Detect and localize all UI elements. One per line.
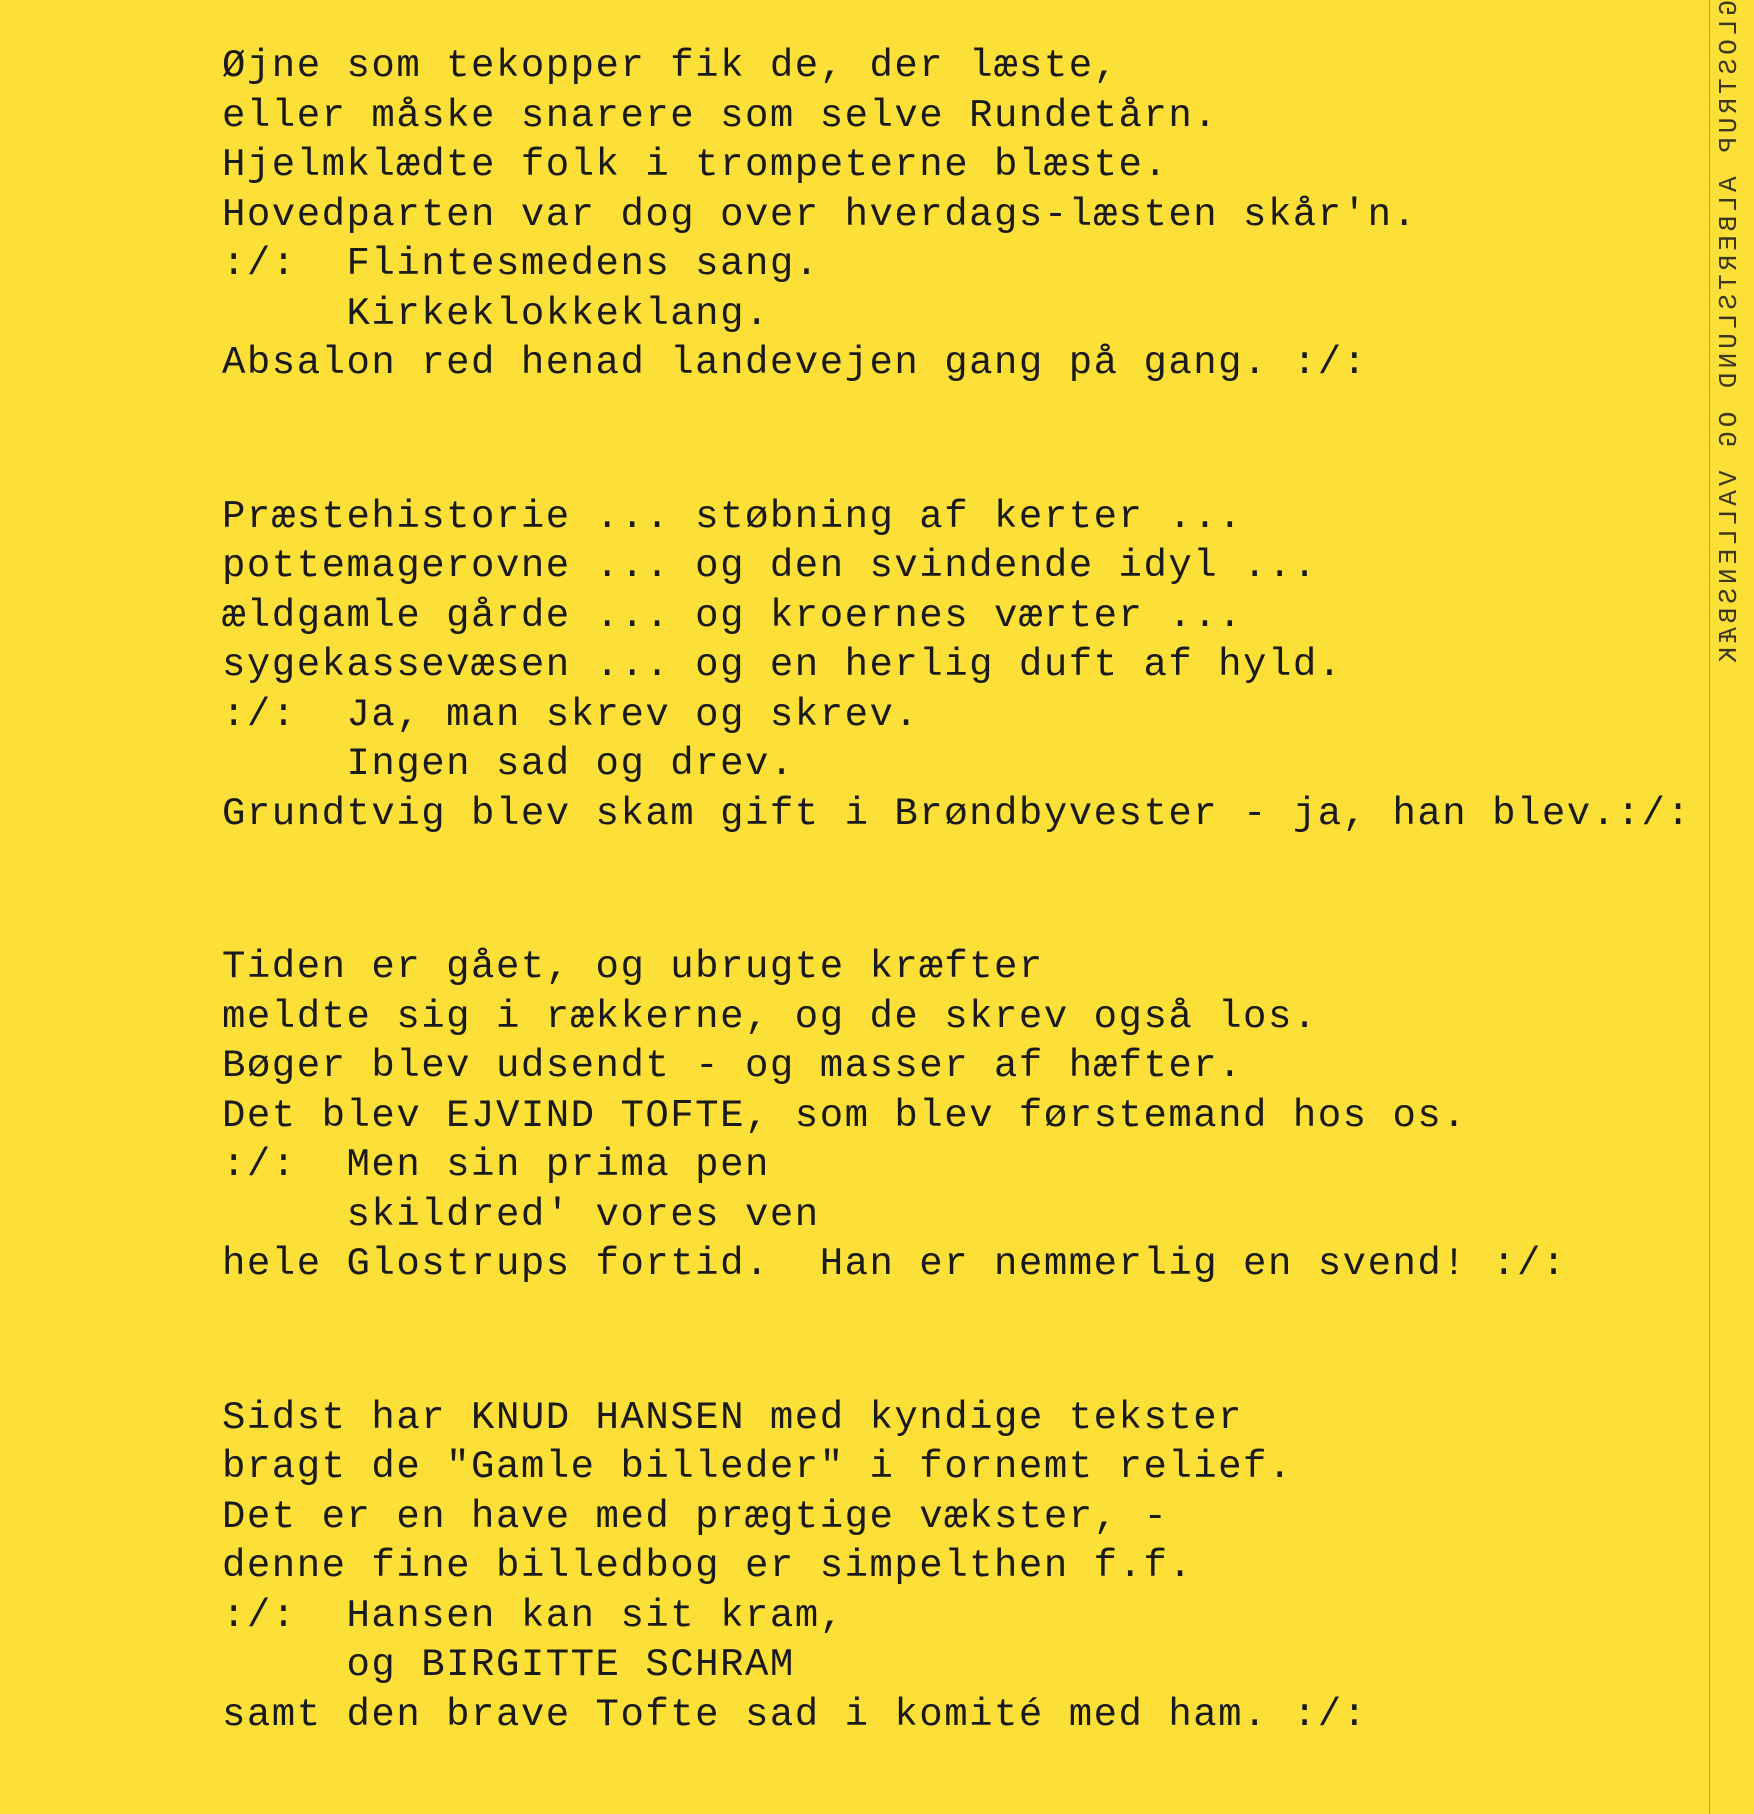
verse-line: Hjelmklædte folk i trompeterne blæste. <box>222 143 1169 187</box>
refrain-line: samt den brave Tofte sad i komité med ham. :/: <box>222 1692 1368 1737</box>
refrain-line: Ingen sad og drev. <box>222 742 795 786</box>
song-text <box>222 42 1702 1740</box>
refrain-line: Absalon red henad landevejen gang på gang. :/: <box>222 341 1368 385</box>
refrain-line: og BIRGITTE SCHRAM <box>222 1643 795 1687</box>
verse-line: eller måske snarere som selve Rundetårn. <box>222 93 1219 138</box>
verse-line: Tiden er gået, og ubrugte kræfter <box>222 945 1044 989</box>
verse-2 <box>222 493 1702 840</box>
verse-line: meldte sig i rækkerne, og de skrev også los. <box>222 994 1318 1039</box>
verse-line: Præstehistorie ... støbning af kerter ... <box>222 494 1244 539</box>
refrain-line: Kirkeklokkeklang. <box>222 291 770 336</box>
refrain-line: hele Glostrups fortid. Han er nemmerlig en svend! :/: <box>222 1242 1567 1286</box>
refrain-line: skildred' vores ven <box>222 1192 820 1237</box>
refrain-line: :/: Flintesmedens sang. <box>222 242 820 286</box>
verse-line: bragt de "Gamle billeder" i fornemt relief. <box>222 1445 1293 1489</box>
verse-line: pottemagerovne ... og den svindende idyl ... <box>222 544 1318 588</box>
verse-line: Det blev EJVIND TOFTE, som blev førstemand hos os. <box>222 1093 1468 1138</box>
verse-3 <box>222 943 1702 1290</box>
refrain-line: :/: Hansen kan sit kram, <box>222 1593 845 1638</box>
verse-line: Det er en have med prægtige vækster, - <box>222 1494 1169 1539</box>
verse-line: Øjne som tekopper fik de, der læste, <box>222 44 1119 88</box>
refrain-line: :/: Ja, man skrev og skrev. <box>222 692 920 737</box>
verse-line: sygekassevæsen ... og en herlig duft af hyld. <box>222 643 1343 687</box>
verse-1 <box>222 42 1702 389</box>
verse-line: Sidst har KNUD HANSEN med kyndige tekster <box>222 1395 1244 1440</box>
refrain-line: :/: Men sin prima pen <box>222 1143 770 1187</box>
margin-strip <box>1709 0 1744 1814</box>
margin-bleed-text: GLOSTRUP ALBERTSLUND OG VALLENSBÆK <box>1714 0 1744 667</box>
verse-line: denne fine billedbog er simpelthen f.f. <box>222 1544 1194 1588</box>
verse-line: Hovedparten var dog over hverdags-læsten skår'n. <box>222 192 1418 237</box>
verse-line: Bøger blev udsendt - og masser af hæfter. <box>222 1044 1244 1088</box>
refrain-line: Grundtvig blev skam gift i Brøndbyvester - ja, han blev.:/: <box>222 791 1692 836</box>
verse-4 <box>222 1394 1702 1741</box>
verse-line: ældgamle gårde ... og kroernes værter ... <box>222 593 1244 638</box>
